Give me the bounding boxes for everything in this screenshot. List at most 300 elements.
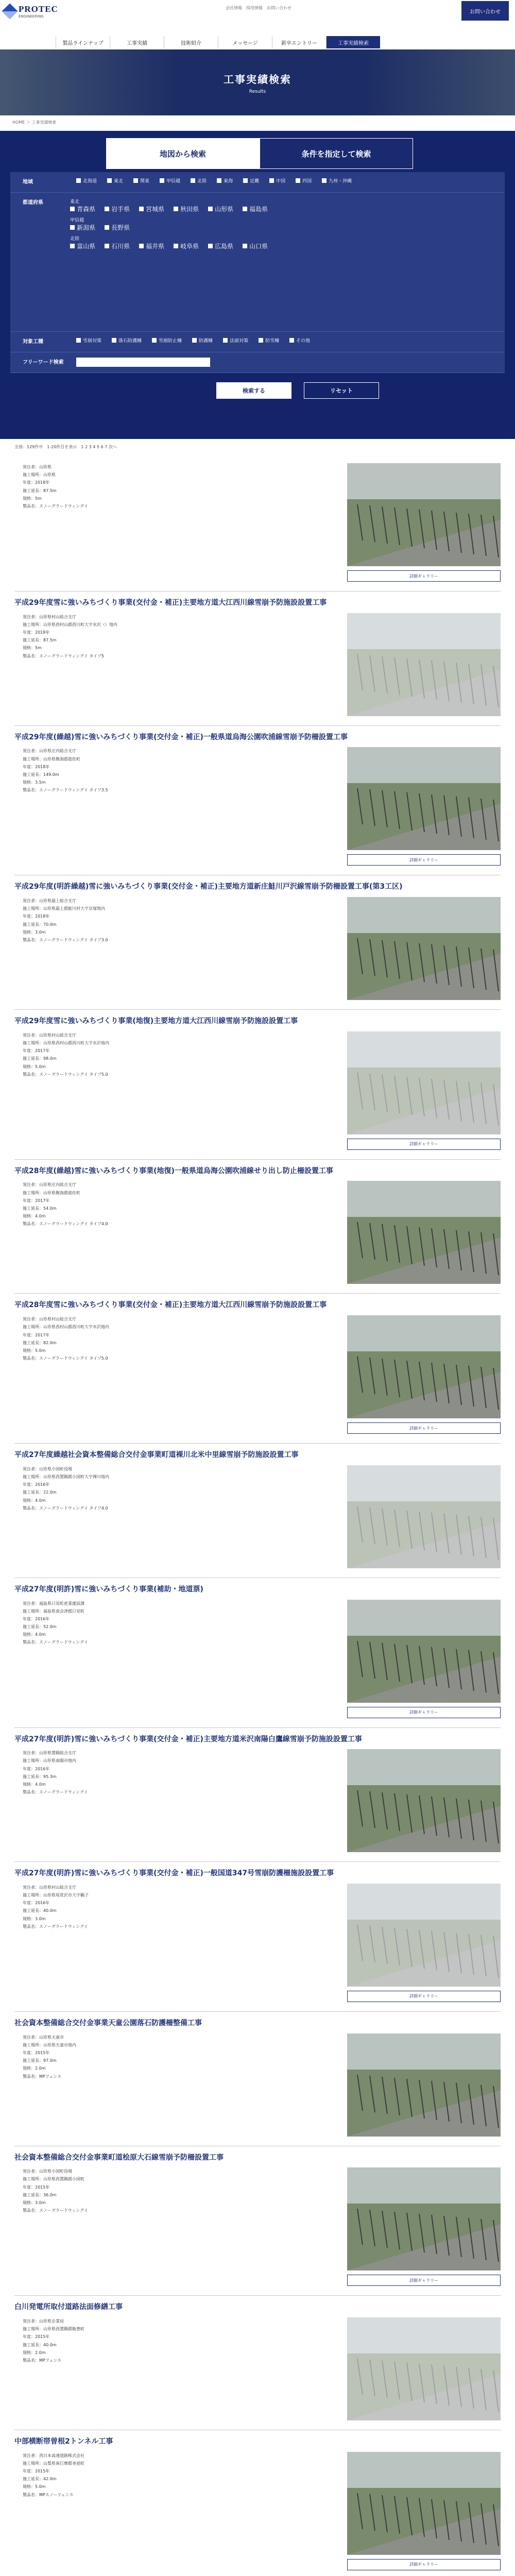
checkbox[interactable] bbox=[259, 338, 263, 343]
meta-row: 施工場所：山形県西置賜郡小国町 bbox=[23, 2177, 84, 2182]
filter-option[interactable] bbox=[105, 205, 130, 213]
checkbox[interactable] bbox=[76, 178, 81, 183]
checkbox[interactable] bbox=[105, 244, 109, 248]
prefecture-group-title: 甲信越 bbox=[70, 218, 84, 223]
nav-item-tech[interactable]: 技術紹介 bbox=[164, 36, 218, 48]
checkbox[interactable] bbox=[243, 178, 248, 183]
filter-option[interactable] bbox=[139, 205, 164, 213]
checkbox[interactable] bbox=[269, 178, 274, 183]
result-body bbox=[14, 2167, 501, 2270]
option-label: 福島県 bbox=[249, 206, 268, 213]
meta-row: 規格：3.5m bbox=[23, 780, 46, 785]
work-photo bbox=[347, 2033, 501, 2137]
meta-row: 製品名：スノーグラードウィングイ bbox=[23, 1924, 88, 1929]
result-meta bbox=[14, 1465, 109, 1512]
result-item bbox=[14, 1294, 501, 1444]
gallery-button[interactable]: 詳細ギャラリー bbox=[347, 570, 501, 582]
result-meta bbox=[14, 1600, 88, 1647]
option-label: 関東 bbox=[140, 179, 150, 184]
result-title[interactable]: 平成27年度(明許)雪に強いみちづくり事業(交付金・補正)一般国道347号雪崩防護柵施設設置工事 bbox=[14, 1869, 334, 1878]
meta-row: 発注者：山形県 bbox=[23, 465, 52, 469]
option-label: 法面対策 bbox=[230, 338, 249, 344]
meta-row: 年度：2018年 bbox=[23, 630, 50, 635]
prefecture-group-options bbox=[70, 242, 501, 250]
top-link-company[interactable]: 会社情報 bbox=[226, 6, 242, 10]
result-meta bbox=[14, 463, 88, 510]
result-item bbox=[14, 1728, 501, 1862]
work-photo bbox=[347, 2167, 501, 2270]
result-meta bbox=[14, 1884, 89, 1930]
filter-option[interactable] bbox=[174, 242, 199, 250]
filter-label-keyword: フリーワード検索 bbox=[23, 360, 64, 365]
gallery-button[interactable]: 詳細ギャラリー bbox=[347, 1991, 501, 2002]
meta-row: 規格：2.0m bbox=[23, 2350, 46, 2355]
region-options bbox=[76, 177, 501, 184]
meta-row: 施工場所：山形県西村山郡西川町大字水沢地内 bbox=[23, 1040, 109, 1045]
result-body bbox=[14, 1600, 501, 1703]
page-subtitle: Results bbox=[249, 89, 266, 94]
option-label: 九州・沖縄 bbox=[329, 179, 352, 184]
meta-row: 製品名：スノーグラードウィングイ タイプ3.5 bbox=[23, 788, 108, 793]
result-body bbox=[14, 2452, 501, 2555]
option-label: 防護柵 bbox=[199, 338, 213, 344]
meta-row: 施工場所：山形県 bbox=[23, 472, 56, 478]
filter-option[interactable] bbox=[70, 205, 95, 213]
meta-row: 施工延長：52.0m bbox=[23, 1624, 57, 1630]
meta-row: 年度：2016年 bbox=[23, 1901, 50, 1906]
filter-option[interactable] bbox=[269, 177, 285, 184]
checkbox[interactable] bbox=[105, 225, 109, 230]
meta-row: 施工場所：山形県西村山郡西川町大字水沢地内 bbox=[23, 1325, 109, 1330]
meta-row: 発注者：山形県小国町役場 bbox=[23, 1466, 72, 1471]
work-photo bbox=[347, 897, 501, 1000]
search-buttons bbox=[216, 382, 379, 399]
checkbox[interactable] bbox=[139, 244, 144, 248]
checkbox[interactable] bbox=[289, 338, 294, 343]
checkbox[interactable] bbox=[139, 207, 144, 211]
result-body bbox=[14, 1465, 501, 1568]
filter-row-worktype bbox=[10, 332, 505, 352]
search-panel bbox=[0, 131, 515, 439]
filter-option[interactable] bbox=[105, 223, 130, 232]
meta-row: 年度：2016年 bbox=[23, 1482, 50, 1487]
meta-row: 施工場所：福島県南会津郡只見町 bbox=[23, 1608, 84, 1614]
gallery-button[interactable]: 詳細ギャラリー bbox=[347, 2275, 501, 2286]
top-links bbox=[226, 5, 291, 11]
meta-row: 施工場所：山梨県南巨摩郡身延町 bbox=[23, 2461, 84, 2466]
option-label: 北陸 bbox=[197, 179, 207, 184]
prefecture-group bbox=[70, 235, 501, 250]
option-label: 防雪柵 bbox=[265, 338, 280, 344]
site-header bbox=[0, 0, 515, 49]
option-label: 石川県 bbox=[111, 243, 130, 250]
filter-option[interactable] bbox=[296, 177, 312, 184]
result-title[interactable]: 平成27年度(明許)雪に強いみちづくり事業(交付金・補正)主要地方道米沢南陽白鷹線雪崩予防施設設置工事 bbox=[14, 1735, 362, 1743]
option-label: 四国 bbox=[302, 179, 312, 184]
checkbox[interactable] bbox=[70, 207, 75, 211]
filter-option[interactable] bbox=[107, 177, 123, 184]
result-title[interactable]: 平成27年度(明許)雪に強いみちづくり事業(補助・地道票) bbox=[14, 1585, 203, 1594]
filter-option[interactable] bbox=[243, 242, 268, 250]
result-title[interactable]: 社会資本整備総合交付金事業天童公園落石防護柵整備工事 bbox=[14, 2019, 202, 2027]
meta-row: 施工延長：40.0m bbox=[23, 2342, 57, 2347]
option-label: 甲信越 bbox=[166, 179, 181, 184]
filter-option[interactable] bbox=[139, 242, 164, 250]
tab-map-search[interactable]: 地図から検索 bbox=[106, 138, 260, 169]
meta-row: 年度：2016年 bbox=[23, 1616, 50, 1621]
meta-row: 発注者：山形県企業局 bbox=[23, 2318, 64, 2324]
filter-option[interactable] bbox=[259, 337, 279, 344]
checkbox[interactable] bbox=[160, 178, 164, 183]
work-photo bbox=[347, 1884, 501, 1987]
checkbox[interactable] bbox=[112, 338, 116, 343]
gallery-button[interactable]: 詳細ギャラリー bbox=[347, 1139, 501, 1150]
result-body bbox=[14, 1181, 501, 1284]
meta-row: 製品名：MPフェンス bbox=[23, 2074, 62, 2079]
filter-option[interactable] bbox=[322, 177, 352, 184]
result-meta bbox=[14, 897, 108, 944]
result-body bbox=[14, 613, 501, 716]
filter-option[interactable] bbox=[160, 177, 180, 184]
result-body bbox=[14, 897, 501, 1000]
checkbox[interactable] bbox=[217, 178, 221, 183]
result-item bbox=[14, 726, 501, 876]
result-title[interactable]: 中部横断帯曽根2トンネル工事 bbox=[14, 2437, 113, 2446]
checkbox[interactable] bbox=[76, 338, 81, 343]
top-link-inquiry[interactable]: お問い合わせ bbox=[267, 6, 291, 10]
result-title[interactable]: 白川発電所取付道路法面修繕工事 bbox=[14, 2303, 123, 2312]
checkbox[interactable] bbox=[243, 207, 247, 211]
option-label: 青森県 bbox=[77, 206, 96, 213]
brand-logo[interactable] bbox=[4, 4, 58, 19]
meta-row: 施工延長：87.5m bbox=[23, 638, 57, 643]
meta-row: 年度：2017年 bbox=[23, 1198, 50, 1203]
nav-item-works[interactable]: 工事実績 bbox=[110, 36, 164, 48]
meta-row: 発注者：山形県村山総合支庁 bbox=[23, 1885, 76, 1890]
work-photo bbox=[347, 613, 501, 716]
result-body bbox=[14, 2317, 501, 2420]
meta-row: 発注者：福島県只見町産業建設課 bbox=[23, 1601, 84, 1606]
meta-row: 製品名：スノーグラードウィングイ タイプ4.0 bbox=[23, 1505, 108, 1511]
breadcrumb[interactable]: HOME ＞ 工事実績検索 bbox=[12, 120, 57, 125]
meta-row: 年度：2016年 bbox=[23, 1766, 50, 1771]
option-label: 中国 bbox=[276, 179, 286, 184]
meta-row: 規格：3.0m bbox=[23, 929, 46, 935]
result-list bbox=[14, 457, 501, 2576]
filter-row-region bbox=[10, 172, 505, 193]
meta-row: 年度：2015年 bbox=[23, 2469, 50, 2473]
option-label: 岐阜県 bbox=[180, 243, 199, 250]
meta-row: 規格：4.0m bbox=[23, 1498, 46, 1503]
meta-row: 施工延長：95.3m bbox=[23, 1774, 57, 1779]
filter-label-worktype: 対象工種 bbox=[23, 339, 43, 345]
meta-row: 施工延長：97.0m bbox=[23, 2058, 57, 2063]
result-meta bbox=[14, 1031, 109, 1078]
meta-row: 規格：5.0m bbox=[23, 2484, 46, 2489]
meta-row: 施工延長：22.0m bbox=[23, 1490, 57, 1495]
option-label: 秋田県 bbox=[180, 206, 199, 213]
meta-row: 発注者：山形県天童市 bbox=[23, 2035, 64, 2040]
filter-option[interactable] bbox=[208, 242, 233, 250]
meta-row: 製品名：スノーグラードウィングイ bbox=[23, 1790, 88, 1795]
brand-name: PROTEC bbox=[19, 4, 58, 14]
reset-button[interactable]: リセット bbox=[304, 382, 379, 399]
meta-row: 施工場所：山形県最上郡鮭川村大字京塚地内 bbox=[23, 906, 105, 911]
meta-row: 施工延長：54.0m bbox=[23, 1206, 57, 1211]
result-item bbox=[14, 2296, 501, 2430]
result-title[interactable]: 平成28年度(繰越)雪に強いみちづくり事業(地復)一般県道烏海公園吹浦線せり出し防止柵設置工事 bbox=[14, 1166, 333, 1175]
option-label: 富山県 bbox=[77, 243, 96, 250]
checkbox[interactable] bbox=[70, 244, 75, 248]
option-label: 新潟県 bbox=[77, 224, 96, 231]
checkbox[interactable] bbox=[191, 178, 195, 183]
search-button[interactable]: 検索する bbox=[216, 382, 291, 399]
meta-row: 施工場所：山形県西村山郡西川町大字水沢（）地内 bbox=[23, 622, 117, 627]
result-title[interactable]: 平成29年度雪に強いみちづくり事業(交付金・補正)主要地方道大江西川線雪崩予防施設設置工事 bbox=[14, 599, 327, 607]
hero-banner bbox=[0, 49, 515, 115]
meta-row: 年度：2018年 bbox=[23, 764, 50, 769]
result-item bbox=[14, 1862, 501, 2012]
filter-table bbox=[10, 172, 505, 373]
option-label: 山形県 bbox=[215, 206, 234, 213]
filter-option[interactable] bbox=[70, 242, 95, 250]
result-meta bbox=[14, 1749, 88, 1796]
work-photo bbox=[347, 1031, 501, 1134]
meta-row: 施工延長：40.0m bbox=[23, 1908, 57, 1913]
option-label: 近畿 bbox=[250, 179, 260, 184]
result-item bbox=[14, 591, 501, 726]
nav-item-entry[interactable]: 新卒エントリー bbox=[272, 36, 326, 48]
result-meta bbox=[14, 747, 108, 794]
checkbox[interactable] bbox=[133, 178, 138, 183]
result-item bbox=[14, 2146, 501, 2296]
checkbox[interactable] bbox=[322, 178, 327, 183]
gallery-button[interactable]: 詳細ギャラリー bbox=[347, 2559, 501, 2570]
result-body bbox=[14, 1315, 501, 1418]
result-item bbox=[14, 457, 501, 591]
checkbox[interactable] bbox=[107, 178, 112, 183]
checkbox[interactable] bbox=[208, 244, 213, 248]
prefecture-group bbox=[70, 198, 501, 213]
checkbox[interactable] bbox=[243, 244, 247, 248]
nav-item-message[interactable]: メッセージ bbox=[218, 36, 272, 48]
result-body bbox=[14, 747, 501, 850]
option-label: その他 bbox=[296, 338, 311, 344]
checkbox[interactable] bbox=[223, 338, 228, 343]
meta-row: 施工場所：山形県南陽市地内 bbox=[23, 1758, 76, 1764]
checkbox[interactable] bbox=[208, 207, 213, 211]
meta-row: 発注者：山形県村山総合支庁 bbox=[23, 1317, 76, 1322]
result-title[interactable]: 社会資本整備総合交付金事業町道桧原大石線雪崩予防柵設置工事 bbox=[14, 2153, 224, 2162]
meta-row: 施工場所：山形県西置賜郡小国町大字裸川地内 bbox=[23, 1475, 109, 1479]
option-label: 山口県 bbox=[249, 243, 268, 250]
prefecture-group-title: 北陸 bbox=[70, 236, 80, 242]
meta-row: 発注者：山形県村山総合支庁 bbox=[23, 614, 76, 619]
filter-option[interactable] bbox=[191, 177, 207, 184]
result-meta bbox=[14, 2033, 76, 2080]
meta-row: 施工場所：山形県飽海郡遊佐町 bbox=[23, 1190, 80, 1195]
gallery-button[interactable]: 詳細ギャラリー bbox=[347, 854, 501, 866]
filter-option[interactable] bbox=[217, 177, 233, 184]
result-item bbox=[14, 875, 501, 1010]
contact-button[interactable]: お問い合わせ bbox=[461, 1, 509, 21]
filter-row-prefecture bbox=[10, 193, 505, 332]
meta-row: 年度：2017年 bbox=[23, 1048, 50, 1054]
meta-row: 施工延長：98.0m bbox=[23, 1056, 57, 1061]
meta-row: 規格：3.0m bbox=[23, 2200, 46, 2205]
meta-row: 施工場所：山形県尾花沢市大字鶴子 bbox=[23, 1893, 89, 1898]
meta-row: 製品名：スノーグラードウィングイ タイプ5 bbox=[23, 653, 104, 658]
filter-label-region: 地域 bbox=[23, 179, 33, 185]
meta-row: 発注者：西日本高速道路株式会社 bbox=[23, 2453, 84, 2458]
checkbox[interactable] bbox=[296, 178, 300, 183]
gallery-button[interactable]: 詳細ギャラリー bbox=[347, 1422, 501, 1434]
global-nav bbox=[56, 36, 380, 48]
meta-row: 発注者：山形県庄内総合支庁 bbox=[23, 1182, 76, 1188]
meta-row: 製品名：スノーグラードウィングイ タイプ4.0 bbox=[23, 1222, 108, 1227]
option-label: 東北 bbox=[114, 179, 124, 184]
brand-sub: ENGINEERING bbox=[19, 14, 44, 19]
result-meta bbox=[14, 2167, 88, 2214]
keyword-input[interactable] bbox=[76, 358, 210, 367]
results-section bbox=[0, 439, 515, 2576]
result-item bbox=[14, 2012, 501, 2146]
result-title[interactable]: 平成28年度雪に強いみちづくり事業(交付金・補正)主要地方道大江西川線雪崩予防施設設置工事 bbox=[14, 1301, 327, 1310]
filter-option[interactable] bbox=[192, 337, 213, 344]
option-label: 広島県 bbox=[215, 243, 234, 250]
filter-option[interactable] bbox=[243, 177, 259, 184]
nav-item-products[interactable]: 製品ラインナップ bbox=[56, 36, 110, 48]
result-meta bbox=[14, 1315, 109, 1362]
meta-row: 規格：4.0m bbox=[23, 1214, 46, 1219]
meta-row: 施工延長：149.0m bbox=[23, 772, 59, 777]
checkbox[interactable] bbox=[105, 207, 109, 211]
filter-option[interactable] bbox=[208, 205, 233, 213]
work-photo bbox=[347, 2452, 501, 2555]
option-label: 落石防護柵 bbox=[118, 338, 142, 344]
result-meta bbox=[14, 613, 117, 660]
filter-option[interactable] bbox=[70, 223, 95, 232]
meta-row: 規格：3.0m bbox=[23, 1916, 46, 1921]
checkbox[interactable] bbox=[174, 207, 178, 211]
meta-row: 製品名：スノーグラードウィングイ bbox=[23, 2208, 88, 2213]
result-item bbox=[14, 1010, 501, 1160]
filter-row-keyword bbox=[10, 352, 505, 373]
meta-row: 年度：2017年 bbox=[23, 1332, 50, 1337]
meta-row: 規格：5m bbox=[23, 496, 42, 501]
filter-option[interactable] bbox=[152, 337, 182, 344]
meta-row: 規格：5.0m bbox=[23, 1064, 46, 1069]
filter-option[interactable] bbox=[243, 205, 268, 213]
meta-row: 年度：2018年 bbox=[23, 480, 50, 485]
page-title: 工事実績検索 bbox=[224, 73, 291, 86]
checkbox[interactable] bbox=[174, 244, 178, 248]
filter-option[interactable] bbox=[105, 242, 130, 250]
work-photo bbox=[347, 2317, 501, 2420]
meta-row: 製品名：スノーグラードウィングイ bbox=[23, 1640, 88, 1645]
checkbox[interactable] bbox=[152, 338, 157, 343]
checkbox[interactable] bbox=[70, 225, 75, 230]
result-title[interactable]: 平成29年度雪に強いみちづくり事業(地復)主要地方道大江西川線雪崩予防施設設置工事 bbox=[14, 1017, 298, 1026]
result-body bbox=[14, 1749, 501, 1852]
worktype-options bbox=[76, 337, 501, 344]
meta-row: 製品名：スノーグラードウィングイ タイプ5.0 bbox=[23, 1072, 108, 1077]
work-photo bbox=[347, 747, 501, 850]
filter-label-prefecture: 都道府県 bbox=[23, 200, 43, 206]
work-photo bbox=[347, 463, 501, 566]
work-photo bbox=[347, 1600, 501, 1703]
meta-row: 規格：4.0m bbox=[23, 1782, 46, 1787]
result-title[interactable]: 平成29年度(明許繰越)雪に強いみちづくり事業(交付金・補正)主要地方道新庄鮭川戸沢線雪崩予防柵設置工事(第3工区) bbox=[14, 883, 403, 891]
meta-row: 発注者：山形県最上総合支庁 bbox=[23, 899, 76, 904]
filter-option[interactable] bbox=[76, 177, 97, 184]
filter-option[interactable] bbox=[133, 177, 149, 184]
gallery-button[interactable]: 詳細ギャラリー bbox=[347, 1707, 501, 1718]
meta-row: 年度：2015年 bbox=[23, 2334, 50, 2340]
result-title[interactable]: 平成29年度(繰越)雪に強いみちづくり事業(交付金・補正)一般県道烏海公園吹浦線雪崩予防柵設置工事 bbox=[14, 733, 348, 741]
result-item bbox=[14, 1444, 501, 1578]
meta-row: 施工延長：70.0m bbox=[23, 922, 57, 927]
meta-row: 製品名：スノーグラードウィングイ タイプ3.0 bbox=[23, 938, 108, 942]
meta-row: 規格：4.0m bbox=[23, 1632, 46, 1637]
result-meta bbox=[14, 2317, 84, 2364]
meta-row: 施工延長：42.0m bbox=[23, 2477, 57, 2482]
result-item bbox=[14, 1160, 501, 1294]
meta-row: 施工延長：87.5m bbox=[23, 488, 57, 493]
option-label: 長野県 bbox=[111, 224, 130, 231]
meta-row: 施工延長：82.0m bbox=[23, 1340, 57, 1345]
tab-condition-search[interactable]: 条件を指定して検索 bbox=[260, 138, 413, 169]
prefecture-group-options bbox=[70, 205, 501, 213]
meta-row: 施工場所：山形県飽海郡遊佐町 bbox=[23, 756, 80, 761]
option-label: 福井県 bbox=[146, 243, 165, 250]
nav-item-search[interactable]: 工事実績検索 bbox=[326, 36, 380, 48]
filter-option[interactable] bbox=[112, 337, 142, 344]
meta-row: 製品名：スノーグラードウィングイ bbox=[23, 503, 88, 509]
top-link-recruit[interactable]: 採用情報 bbox=[246, 6, 263, 10]
option-label: 雪崩対策 bbox=[83, 338, 102, 344]
work-photo bbox=[347, 1465, 501, 1568]
result-count: 全部：129件中 1-20件目を表示 1 2 3 4 5 6 7 次へ bbox=[14, 445, 117, 449]
meta-row: 発注者：山形県小国町役場 bbox=[23, 2169, 72, 2174]
prefecture-group-title: 東北 bbox=[70, 199, 80, 205]
filter-option[interactable] bbox=[174, 205, 199, 213]
meta-row: 施工延長：36.0m bbox=[23, 2192, 57, 2197]
option-label: 宮城県 bbox=[146, 206, 165, 213]
result-meta bbox=[14, 2452, 84, 2499]
work-photo bbox=[347, 1181, 501, 1284]
meta-row: 発注者：山形県庄内総合支庁 bbox=[23, 749, 76, 754]
checkbox[interactable] bbox=[192, 338, 197, 343]
meta-row: 製品名：MPスノーフェンス bbox=[23, 2492, 74, 2497]
result-body bbox=[14, 1884, 501, 1987]
result-body bbox=[14, 2033, 501, 2137]
result-title[interactable]: 平成27年度繰越社会資本整備総合交付金事業町道裸川北米中里線雪崩予防施設設置工事 bbox=[14, 1451, 299, 1460]
result-meta bbox=[14, 1181, 108, 1228]
meta-row: 年度：2015年 bbox=[23, 2050, 50, 2055]
filter-option[interactable] bbox=[223, 337, 248, 344]
search-mode-tabs bbox=[106, 138, 413, 169]
meta-row: 規格：2.0m bbox=[23, 2066, 46, 2071]
meta-row: 施工場所：山形県西置賜郡飯豊町 bbox=[23, 2327, 84, 2332]
meta-row: 規格：5m bbox=[23, 646, 42, 651]
logo-mark-icon bbox=[2, 3, 18, 19]
filter-option[interactable] bbox=[76, 337, 101, 344]
filter-option[interactable] bbox=[289, 337, 310, 344]
meta-row: 製品名：スノーグラードウィングイ タイプ5.0 bbox=[23, 1356, 108, 1361]
prefecture-group bbox=[70, 216, 501, 232]
option-label: 雪崩防止柵 bbox=[159, 338, 182, 344]
